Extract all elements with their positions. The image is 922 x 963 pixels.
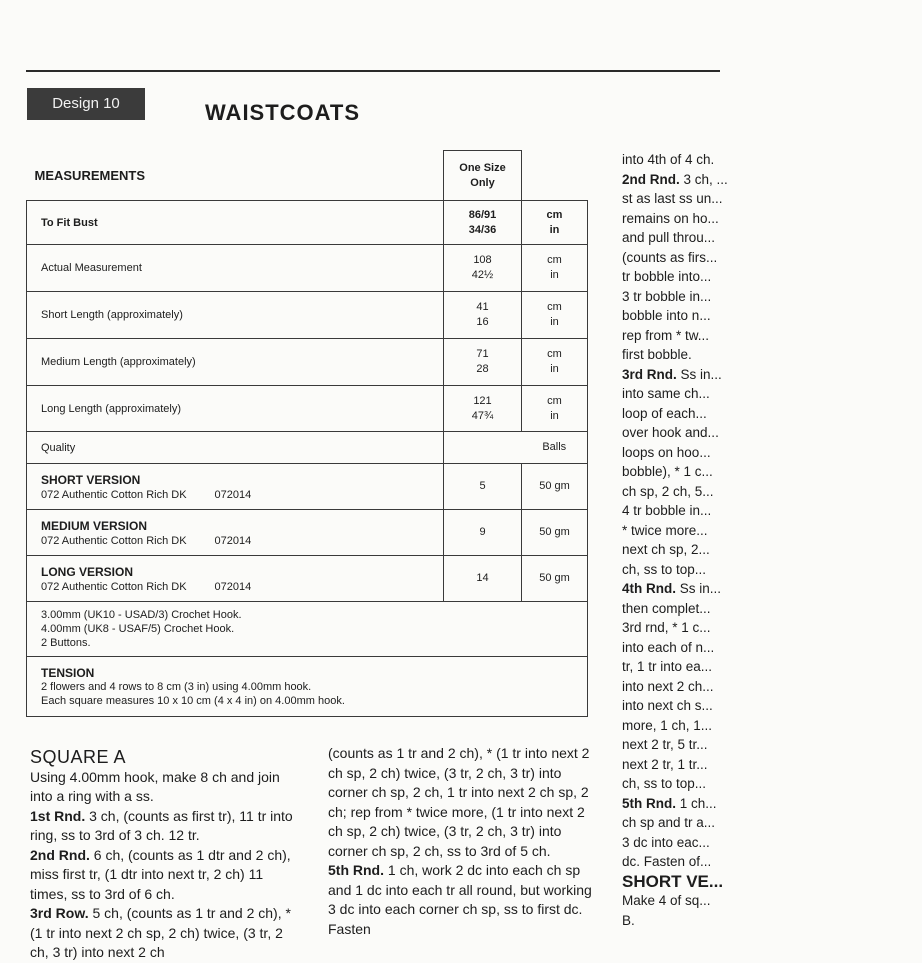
table-row: Long Length (approximately) 121 47¾ cm in	[27, 386, 588, 432]
table-row: Medium Length (approximately) 71 28 cm in	[27, 339, 588, 386]
version-row-medium: MEDIUM VERSION 072 Authentic Cotton Rich DK 072014 9 50 gm	[27, 510, 588, 556]
table-row: To Fit Bust 86/91 34/36 cm in	[27, 201, 588, 245]
header-rule	[26, 70, 720, 72]
table-row: Short Length (approximately) 41 16 cm in	[27, 292, 588, 339]
version-row-long: LONG VERSION 072 Authentic Cotton Rich DK 072014 14 50 gm	[27, 556, 588, 602]
table-row: Actual Measurement 108 42½ cm in	[27, 245, 588, 292]
measurements-table	[26, 150, 588, 717]
short-version-heading: SHORT VE...	[622, 871, 724, 891]
quality-row: Quality Balls	[27, 432, 588, 464]
design-badge: Design 10	[27, 88, 145, 120]
tension-row: TENSION 2 flowers and 4 rows to 8 cm (3 in) using 4.00mm hook. Each square measures 10 x 10 cm (4 x 4 in) on 4.00mm hook.	[27, 657, 588, 717]
square-a-column: SQUARE A Using 4.00mm hook, make 8 ch and join into a ring with a ss. 1st Rnd. 3 ch, (counts as first tr), 11 tr into ring, ss to 3rd of 3 ch. 12 tr. 2nd Rnd. 6 ch, (counts as 1 dtr and 2 ch), miss first tr, (1 dtr into next tr, 2 ch) 11 times, ss to 3rd of 6 ch. 3rd Row. 5 ch, (counts as 1 tr and 2 ch), * (1 tr into next 2 ch sp, 2 ch) twice, (3 tr, 2 ch, 3 tr) into next 2 ch	[30, 748, 300, 963]
hooks-row: 3.00mm (UK10 - USAD/3) Crochet Hook. 4.00mm (UK8 - USAF/5) Crochet Hook. 2 Buttons.	[27, 602, 588, 657]
right-column: into 4th of 4 ch. 2nd Rnd. 3 ch, ... st as last ss un... remains on ho... and pull throu... (counts as firs... tr bobble into... 3 tr bobble in... bobble into n... rep from * tw... first bobble. 3rd Rnd. Ss in... into same ch... loop of each... over hook and... loops on hoo... bobble), * 1 c... ch sp, 2 ch, 5... 4 tr bobble in... * twice more... next ch sp, 2... ch, ss to top... 4th Rnd. Ss in... then complet... 3rd rnd, * 1 c... into each of n... tr, 1 tr into ea... into next 2 ch... into next ch s... more, 1 ch, 1... next 2 tr, 5 tr... next 2 tr, 1 tr... ch, ss to top... 5th Rnd. 1 ch... ch sp and tr a... 3 dc into eac... dc. Fasten of... SHORT VE... Make 4 of sq... B.	[622, 150, 922, 930]
square-a-continued-column: (counts as 1 tr and 2 ch), * (1 tr into next 2 ch sp, 2 ch) twice, (3 tr, 2 ch, 3 tr) into corner ch sp, 2 ch, 1 tr into next 2 ch sp, 2 ch; rep from * twice more, (1 tr into next 2 ch sp, 2 ch) twice, (3 tr, 2 ch, 3 tr) into corner ch sp, 2 ch, ss to 3rd of 5 ch. 5th Rnd. 1 ch, work 2 dc into each ch sp and 1 dc into each tr all round, but working 3 dc into each corner ch sp, ss to first dc. Fasten	[328, 745, 592, 937]
size-header: One Size Only	[444, 151, 522, 201]
page-title: WAISTCOATS	[205, 100, 361, 125]
version-row-short: SHORT VERSION 072 Authentic Cotton Rich DK 072014 5 50 gm	[27, 464, 588, 510]
square-a-heading: SQUARE A	[30, 747, 127, 767]
measurements-heading: MEASUREMENTS	[34, 167, 146, 183]
